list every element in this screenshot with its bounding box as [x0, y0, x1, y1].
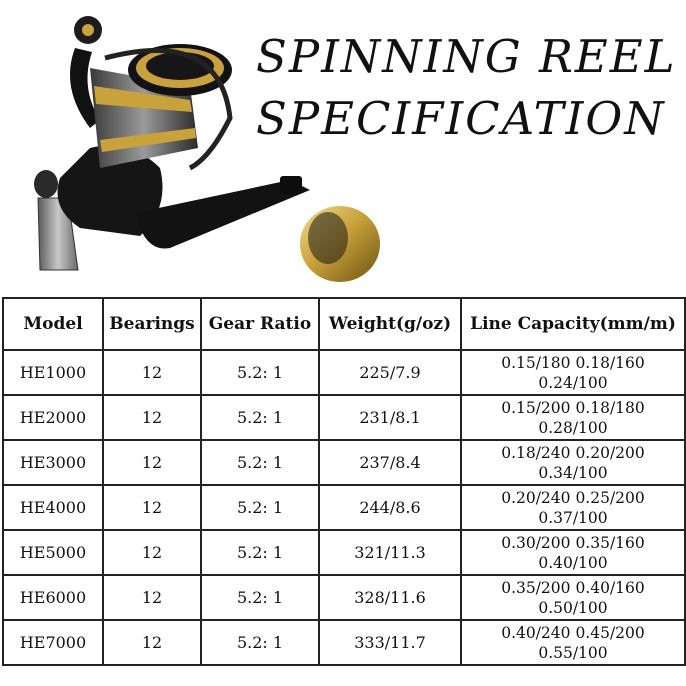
header-bearings: Bearings	[103, 298, 201, 350]
table-row	[3, 395, 685, 440]
cell-model: HE7000	[3, 620, 103, 665]
line-capacity-1: 0.30/200 0.35/160	[501, 533, 645, 552]
cell-bearings: 12	[103, 485, 201, 530]
cell-gear-ratio: 5.2: 1	[201, 530, 319, 575]
cell-bearings: 12	[103, 530, 201, 575]
table-row	[3, 620, 685, 665]
line-capacity-1: 0.20/240 0.25/200	[501, 488, 645, 507]
line-capacity-2: 0.55/100	[538, 643, 608, 662]
cell-model: HE5000	[3, 530, 103, 575]
header-weight: Weight(g/oz)	[319, 298, 461, 350]
page-title	[256, 26, 676, 150]
line-capacity-1: 0.15/200 0.18/180	[501, 398, 645, 417]
cell-gear-ratio: 5.2: 1	[201, 620, 319, 665]
cell-weight: 328/11.6	[319, 575, 461, 620]
table-row	[3, 440, 685, 485]
table-row	[3, 575, 685, 620]
cell-weight: 333/11.7	[319, 620, 461, 665]
header-gear-ratio: Gear Ratio	[201, 298, 319, 350]
cell-bearings: 12	[103, 395, 201, 440]
line-capacity-2: 0.37/100	[538, 508, 608, 527]
line-capacity-2: 0.50/100	[538, 598, 608, 617]
product-hero	[0, 0, 686, 290]
cell-weight: 225/7.9	[319, 350, 461, 395]
title-line-2: SPECIFICATION	[256, 92, 666, 145]
header-model: Model	[3, 298, 103, 350]
cell-model: HE6000	[3, 575, 103, 620]
cell-weight: 244/8.6	[319, 485, 461, 530]
cell-gear-ratio: 5.2: 1	[201, 395, 319, 440]
cell-line-capacity	[461, 350, 685, 395]
cell-bearings: 12	[103, 350, 201, 395]
cell-gear-ratio: 5.2: 1	[201, 440, 319, 485]
cell-gear-ratio: 5.2: 1	[201, 485, 319, 530]
line-capacity-2: 0.28/100	[538, 418, 608, 437]
table-row	[3, 530, 685, 575]
line-capacity-2: 0.34/100	[538, 463, 608, 482]
table-row	[3, 350, 685, 395]
cell-weight: 237/8.4	[319, 440, 461, 485]
cell-bearings: 12	[103, 620, 201, 665]
cell-gear-ratio: 5.2: 1	[201, 575, 319, 620]
cell-line-capacity	[461, 620, 685, 665]
cell-gear-ratio: 5.2: 1	[201, 350, 319, 395]
table-header-row	[3, 298, 685, 350]
cell-bearings: 12	[103, 575, 201, 620]
line-capacity-2: 0.40/100	[538, 553, 608, 572]
cell-line-capacity	[461, 530, 685, 575]
cell-model: HE2000	[3, 395, 103, 440]
cell-line-capacity	[461, 575, 685, 620]
cell-line-capacity	[461, 485, 685, 530]
cell-model: HE1000	[3, 350, 103, 395]
cell-model: HE3000	[3, 440, 103, 485]
cell-bearings: 12	[103, 440, 201, 485]
title-line-1: SPINNING REEL	[256, 30, 677, 83]
table-row	[3, 485, 685, 530]
spec-table	[2, 297, 686, 666]
cell-weight: 231/8.1	[319, 395, 461, 440]
cell-model: HE4000	[3, 485, 103, 530]
line-capacity-1: 0.18/240 0.20/200	[501, 443, 645, 462]
line-capacity-1: 0.40/240 0.45/200	[501, 623, 645, 642]
line-capacity-1: 0.35/200 0.40/160	[501, 578, 645, 597]
cell-line-capacity	[461, 395, 685, 440]
line-capacity-2: 0.24/100	[538, 373, 608, 392]
line-capacity-1: 0.15/180 0.18/160	[501, 353, 645, 372]
cell-weight: 321/11.3	[319, 530, 461, 575]
header-line-capacity: Line Capacity(mm/m)	[461, 298, 685, 350]
cell-line-capacity	[461, 440, 685, 485]
